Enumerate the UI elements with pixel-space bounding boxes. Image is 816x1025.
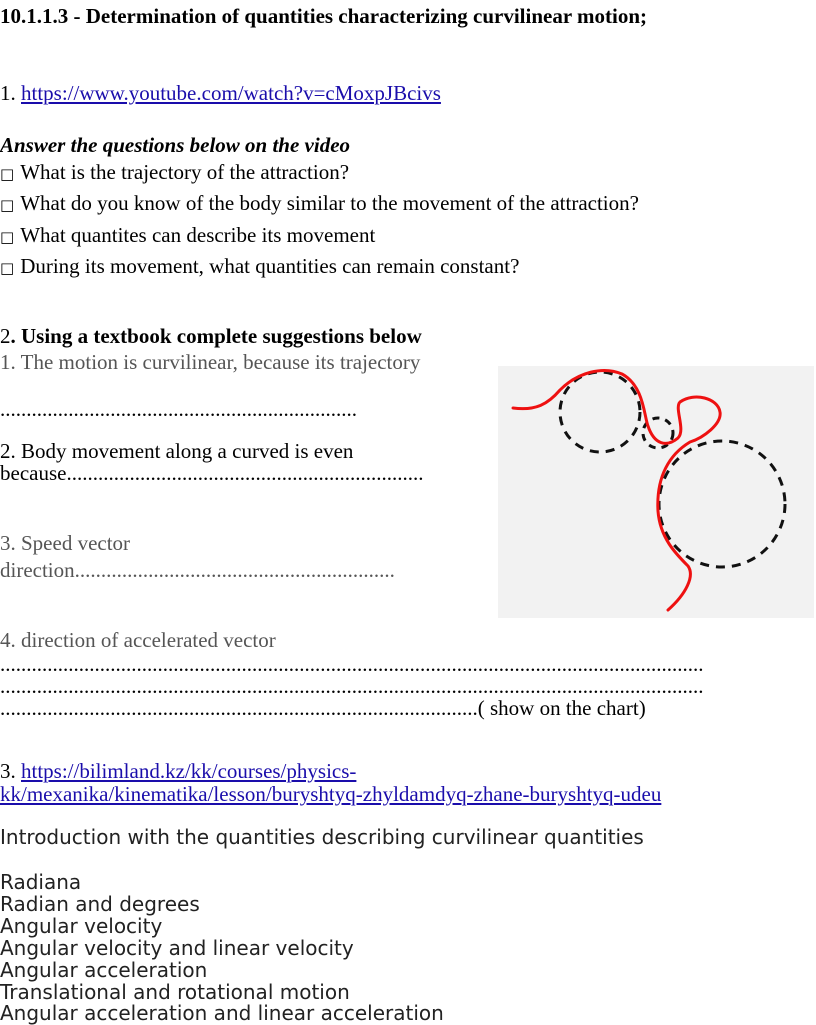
item4-text: 4. direction of accelerated vector <box>0 628 276 652</box>
section1-heading: Answer the questions below on the video <box>0 133 351 157</box>
section3-intro: Introduction with the quantities describing curvilinear quantities <box>0 825 644 849</box>
large-circle <box>659 441 785 567</box>
topic-item: Angular acceleration <box>0 958 208 982</box>
question-text: What is the trajectory of the attraction? <box>20 160 350 184</box>
topic-item: Translational and rotational motion <box>0 980 350 1004</box>
checkbox-icon: □ <box>0 165 15 183</box>
checkbox-icon: □ <box>0 259 15 277</box>
item2-blank: because.................................................................... <box>0 461 424 485</box>
item3-text: 3. Speed vector <box>0 531 131 555</box>
item4-last-line <box>0 696 646 720</box>
page-title: 10.1.1.3 - Determination of quantities characterizing curvilinear motion; <box>0 4 648 28</box>
trajectory-curve <box>513 371 720 610</box>
question-text: During its movement, what quantities can remain constant? <box>20 254 520 278</box>
small-circle-left <box>560 372 640 452</box>
question-item <box>0 191 639 217</box>
checkbox-icon: □ <box>0 228 15 246</box>
section2-heading: . Using a textbook complete suggestions below <box>10 324 422 348</box>
item1-text: 1. The motion is curvilinear, because its trajectory <box>0 350 421 374</box>
trajectory-svg <box>498 366 814 618</box>
topic-item: Angular velocity <box>0 914 163 938</box>
question-text: What do you know of the body similar to the movement of the attraction? <box>20 191 639 215</box>
question-item <box>0 254 519 280</box>
item2-text: 2. Body movement along a curved is even <box>0 439 354 463</box>
youtube-link[interactable]: https://www.youtube.com/watch?v=cMoxpJBcivs <box>21 81 441 105</box>
topic-item: Angular velocity and linear velocity <box>0 936 354 960</box>
item4-blank-line: ...................................................................................................................................... <box>0 674 704 698</box>
item1-blank: .................................................................... <box>0 397 357 421</box>
item4-blank: ........................................................................................... <box>0 696 478 720</box>
question-item <box>0 160 349 186</box>
section1-number: 1. <box>0 81 16 105</box>
topic-item: Angular acceleration and linear acceleration <box>0 1001 444 1025</box>
question-text: What quantites can describe its movement <box>20 223 376 247</box>
checkbox-icon: □ <box>0 196 15 214</box>
item3-blank: direction............................................................. <box>0 558 395 582</box>
bilimland-link-part1[interactable]: https://bilimland.kz/kk/courses/physics- <box>21 759 357 783</box>
section2-number: 2 <box>0 324 11 348</box>
topic-item: Radiana <box>0 870 82 894</box>
section3-link-line <box>0 759 356 783</box>
item4-blank-line: ...................................................................................................................................... <box>0 652 704 676</box>
trajectory-diagram <box>498 366 814 618</box>
topic-item: Radian and degrees <box>0 892 200 916</box>
section3-number: 3. <box>0 759 16 783</box>
section3-link-line2 <box>0 782 661 806</box>
section2-heading-line <box>0 324 422 348</box>
question-item <box>0 223 375 249</box>
item4-suffix: ( show on the chart) <box>477 696 646 720</box>
section1-link-line <box>0 81 441 105</box>
bilimland-link-part2[interactable]: kk/mexanika/kinematika/lesson/buryshtyq-zhyldamdyq-zhane-buryshtyq-udeu <box>0 782 662 806</box>
